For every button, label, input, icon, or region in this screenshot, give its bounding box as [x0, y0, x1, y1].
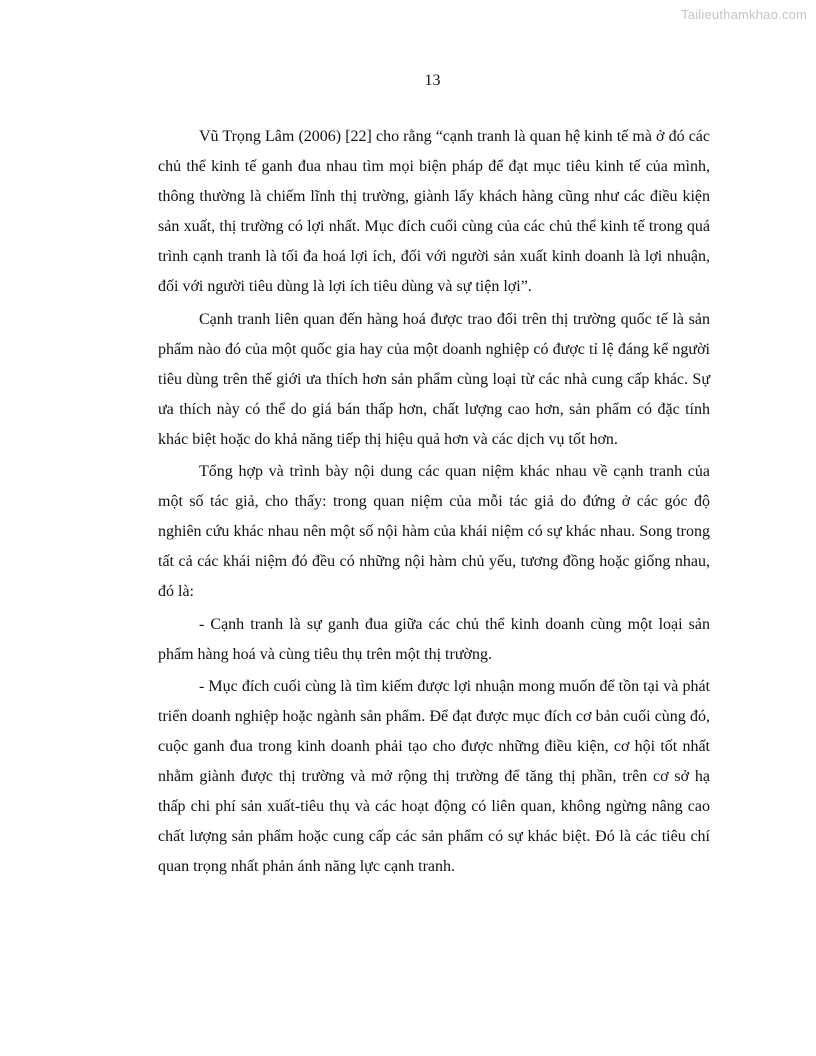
paragraph-international-competition: Cạnh tranh liên quan đến hàng hoá được trao đổi trên thị trường quốc tế là sản phẩm nào đó của một quốc gia hay của một doanh nghiệp có được tỉ lệ đáng kể người tiêu dùng trên thế giới ưa thích hơn sản phẩm cùng loại từ các nhà cung cấp khác. Sự ưa thích này có thể do giá bán thấp hơn, chất lượng cao hơn, sản phẩm có đặc tính khác biệt hoặc do khả năng tiếp thị hiệu quả hơn và các dịch vụ tốt hơn.: [158, 310, 710, 448]
list-item-profit-goal: - Mục đích cuối cùng là tìm kiếm được lợi nhuận mong muốn để tồn tại và phát triển doanh nghiệp hoặc ngành sản phẩm. Để đạt được mục đích cơ bản cuối cùng đó, cuộc ganh đua trong kinh doanh phải tạo cho được những điều kiện, cơ hội tốt nhất nhằm giành được thị trường và mở rộng thị trường để tăng thị phần, trên cơ sở hạ thấp chi phí sản xuất-tiêu thụ và các hoạt động có liên quan, không ngừng nâng cao chất lượng sản phẩm hoặc cung cấp các sản phẩm có sự khác biệt. Đó là các tiêu chí quan trọng nhất phản ánh năng lực cạnh tranh.: [158, 677, 710, 876]
document-body: [158, 122, 710, 884]
watermark-text: Tailieuthamkhao.com: [681, 7, 807, 22]
list-item-rivalry: - Cạnh tranh là sự ganh đua giữa các chủ thể kinh doanh cùng một loại sản phẩm hàng hoá và cùng tiêu thụ trên một thị trường.: [158, 615, 710, 663]
paragraph-synthesis: Tổng hợp và trình bày nội dung các quan niệm khác nhau về cạnh tranh của một số tác giả, cho thấy: trong quan niệm của mỗi tác giả do đứng ở các góc độ nghiên cứu khác nhau nên một số nội hàm của khái niệm có sự khác nhau. Song trong tất cả các khái niệm đó đều có những nội hàm chủ yếu, tương đồng hoặc giống nhau, đó là:: [158, 463, 710, 601]
page-number: 13: [424, 72, 441, 89]
paragraph-definition-quote: Vũ Trọng Lâm (2006) [22] cho rằng “cạnh tranh là quan hệ kinh tế mà ở đó các chủ thể kinh tế ganh đua nhau tìm mọi biện pháp để đạt mục tiêu kinh tế của mình, thông thường là chiếm lĩnh thị trường, giành lấy khách hàng cũng như các điều kiện sản xuất, thị trường có lợi nhất. Mục đích cuối cùng của các chủ thể kinh tế trong quá trình cạnh tranh là tối đa hoá lợi ích, đối với người sản xuất kinh doanh là lợi nhuận, đối với người tiêu dùng là lợi ích tiêu dùng và sự tiện lợi”.: [158, 128, 710, 296]
